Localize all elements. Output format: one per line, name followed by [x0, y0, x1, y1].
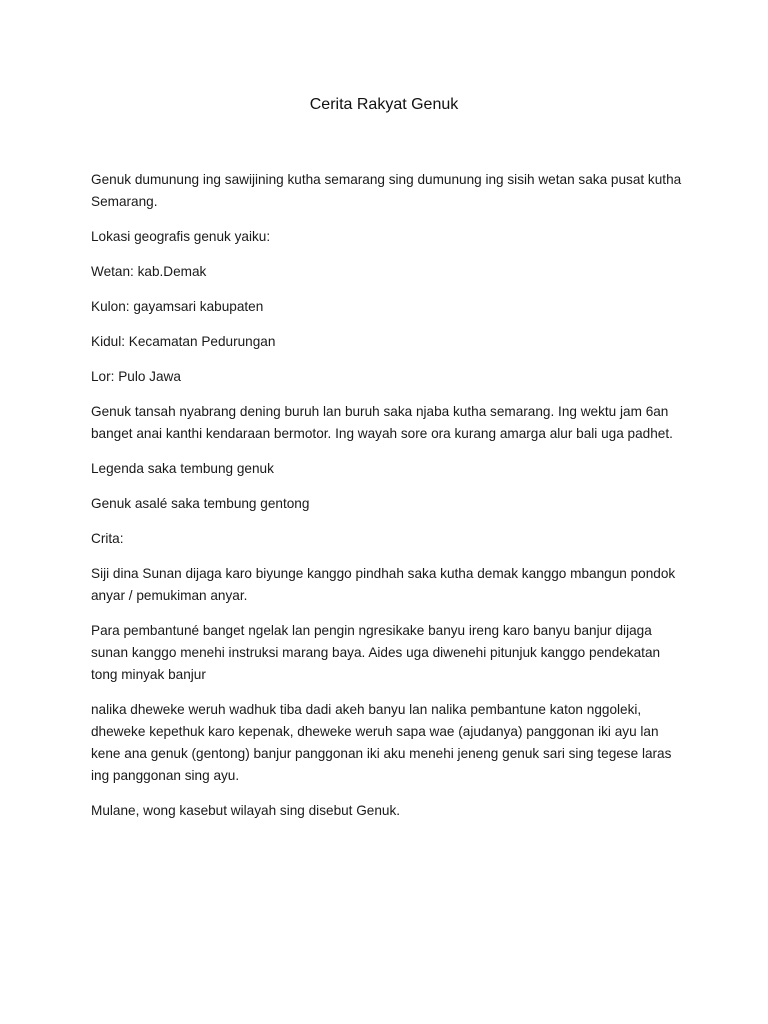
paragraph: Wetan: kab.Demak — [91, 264, 207, 279]
paragraph: Genuk dumunung ing sawijining kutha semarang sing dumunung ing sisih wetan saka pusat kutha Semarang. — [91, 172, 682, 209]
paragraph: Crita: — [91, 531, 124, 546]
paragraph: nalika dheweke weruh wadhuk tiba dadi akeh banyu lan nalika pembantune katon nggoleki, dheweke kepethuk karo kepenak, dheweke weruh sapa wae (ajudanya) panggonan iki ayu lan kene ana genuk (gentong) banjur panggonan iki aku menehi jeneng genuk sari sing tegese laras ing panggonan sing ayu. — [91, 702, 672, 783]
paragraph: Mulane, wong kasebut wilayah sing disebut Genuk. — [91, 803, 401, 818]
paragraph: Siji dina Sunan dijaga karo biyunge kanggo pindhah saka kutha demak kanggo mbangun pondok anyar / pemukiman anyar. — [91, 566, 676, 603]
paragraph: Lokasi geografis genuk yaiku: — [91, 229, 271, 244]
paragraph: Legenda saka tembung genuk — [91, 461, 274, 476]
paragraph: Lor: Pulo Jawa — [91, 369, 181, 384]
paragraph: Genuk asalé saka tembung gentong — [91, 496, 310, 511]
paragraph: Kidul: Kecamatan Pedurungan — [91, 334, 276, 349]
paragraph: Kulon: gayamsari kabupaten — [91, 299, 264, 314]
document-body — [91, 169, 686, 835]
paragraph: Para pembantuné banget ngelak lan pengin ngresikake banyu ireng karo banyu banjur dijaga sunan kanggo menehi instruksi marang baya. Aides uga diwenehi pitunjuk kanggo pendekatan tong minyak banjur — [91, 623, 661, 682]
document-title: Cerita Rakyat Genuk — [309, 96, 459, 113]
paragraph: Genuk tansah nyabrang dening buruh lan buruh saka njaba kutha semarang. Ing wektu jam 6an banget anai kanthi kendaraan bermotor. Ing wayah sore ora kurang amarga alur bali uga padhet. — [91, 404, 673, 441]
